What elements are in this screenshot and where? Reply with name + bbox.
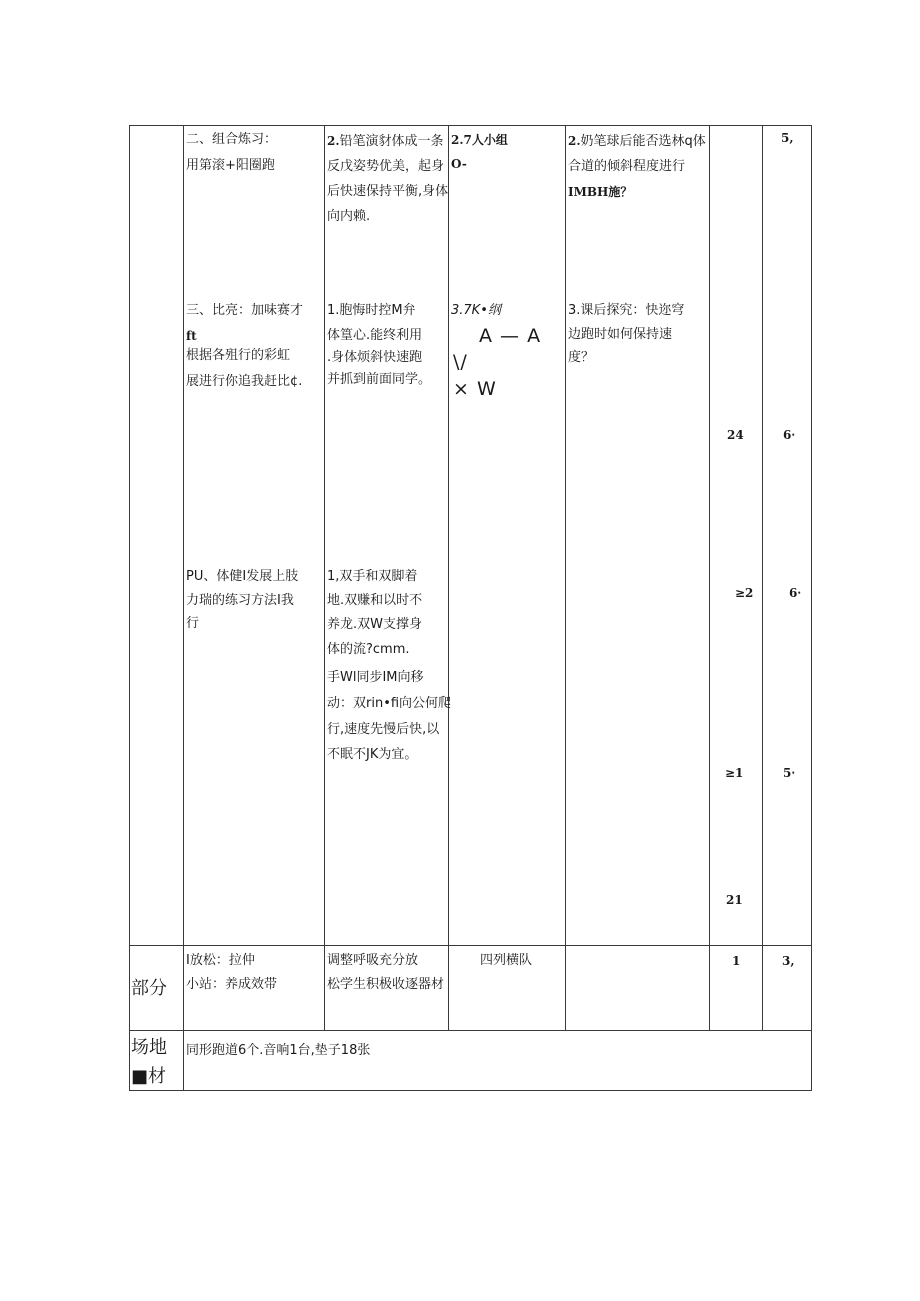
table-border-left — [129, 125, 130, 1091]
upper-limb-line3: 行 — [186, 616, 200, 631]
race-detail-line1: 根据各殂行的彩虹 — [186, 348, 291, 363]
venue-equipment: 同形跑道6个.音响1台,垫子18张 — [186, 1043, 371, 1058]
row-divider-venue — [129, 1030, 812, 1031]
formation-2-note: O- — [451, 157, 467, 171]
requirement-crawl-line3: 养龙.双W支撑身 — [327, 617, 422, 632]
relax-minutes: 3, — [782, 954, 795, 968]
requirement-2-number: 2. — [327, 134, 340, 148]
table-border-right — [811, 125, 812, 1091]
requirement-2-line1 — [327, 133, 444, 150]
venue-label-line1: 场地 — [131, 1037, 167, 1058]
question-2-line3: IMBH施？ — [568, 185, 633, 199]
question-2-line2: 合道的倾斜程度进行 — [568, 159, 686, 174]
count-value-ge1: ≥1 — [725, 766, 744, 780]
column-divider-1 — [183, 125, 184, 1091]
count-value-ge2: ≥2 — [735, 586, 754, 600]
column-divider-6 — [762, 125, 763, 1030]
group-size-3: 3.7K•纲 — [451, 303, 501, 318]
question-2-line1 — [568, 133, 706, 150]
requirement-crawl-line8: 不眠不JK为宜。 — [327, 747, 418, 762]
minutes-value-4: 5‧ — [783, 766, 796, 780]
question-3-line3: 度？ — [568, 350, 595, 365]
requirement-crawl-line1: 1,双手和双脚着 — [327, 569, 418, 584]
upper-limb-title: PU、体健I发展上肢 — [186, 569, 299, 584]
row-divider-part — [129, 945, 812, 946]
count-value-24: 24 — [727, 428, 744, 442]
combo-practice-title: 二、组合炼习： — [186, 132, 278, 147]
column-divider-4 — [565, 125, 566, 1030]
race-detail-line2: 展进行你追我赶比¢. — [186, 374, 303, 389]
question-2-number: 2. — [568, 134, 581, 148]
relax-line2: 小站：养成效带 — [186, 977, 278, 992]
minutes-value-3: 6‧ — [789, 586, 802, 600]
table-border-top — [129, 125, 812, 126]
relax-requirement-line1: 调整呼吸充分放 — [327, 953, 419, 968]
part-section-label: 部分 — [131, 978, 167, 999]
race-title: 三、比亮：加味赛才 — [186, 303, 304, 318]
requirement-2-line4: 向内赖. — [327, 209, 371, 224]
minutes-value-1: 5, — [781, 131, 794, 145]
group-size-2-text: 2.7人小组 — [451, 133, 508, 147]
requirement-2-line3: 后快速保持平衡,身体 — [327, 184, 449, 199]
table-border-bottom — [129, 1090, 812, 1091]
group-size-2 — [451, 132, 508, 149]
formation-diagram-row1: A — A — [479, 325, 542, 347]
requirement-crawl-line4: 体的流?cmm. — [327, 642, 410, 657]
venue-label-line2: ■材 — [131, 1066, 167, 1087]
formation-diagram-row2: \/ — [453, 351, 468, 373]
question-2-text: 奶笔球后能否选林q体 — [580, 134, 706, 149]
requirement-crawl-line7: 行,速度先慢后快,以 — [327, 722, 440, 737]
combo-practice-detail: 用第滚+阳圈跑 — [186, 158, 275, 173]
requirement-2-text: 铅笔演豺体成一条 — [339, 134, 444, 149]
column-divider-5 — [709, 125, 710, 1030]
requirement-run-line4: 并抓到前面同学。 — [327, 372, 432, 387]
race-title-suffix: ft — [186, 329, 197, 343]
upper-limb-line2: 力瑞的练习方法I我 — [186, 593, 294, 608]
question-3-line1: 3.课后探究：快迩穹 — [568, 303, 685, 318]
requirement-run-line2: 体篁心.能终利用 — [327, 328, 423, 343]
relax-count: 1 — [732, 954, 741, 968]
relax-formation: 四列横队 — [480, 953, 533, 968]
requirement-run-line3: .身体烦斜快速跑 — [327, 350, 423, 365]
requirement-crawl-line2: 地.双赚和以时不 — [327, 593, 423, 608]
formation-diagram-row3: × W — [453, 378, 497, 400]
relax-line1: I放松：拉仲 — [186, 953, 255, 968]
requirement-2-line2: 反戊姿势优美，起身 — [327, 159, 445, 174]
count-value-21: 21 — [726, 893, 743, 907]
requirement-crawl-line5: 手Wl同步IM向移 — [327, 670, 424, 685]
question-3-line2: 边跑时如何保持速 — [568, 327, 673, 342]
column-divider-3 — [448, 125, 449, 1030]
requirement-crawl-line6: 动：双rin•fi向公何爬 — [327, 696, 452, 711]
column-divider-2 — [324, 125, 325, 1030]
relax-requirement-line2: 松学生积极收逐器材 — [327, 977, 445, 992]
requirement-run-line1: 1.胞悔时控M弁 — [327, 303, 416, 318]
minutes-value-2: 6‧ — [783, 428, 796, 442]
